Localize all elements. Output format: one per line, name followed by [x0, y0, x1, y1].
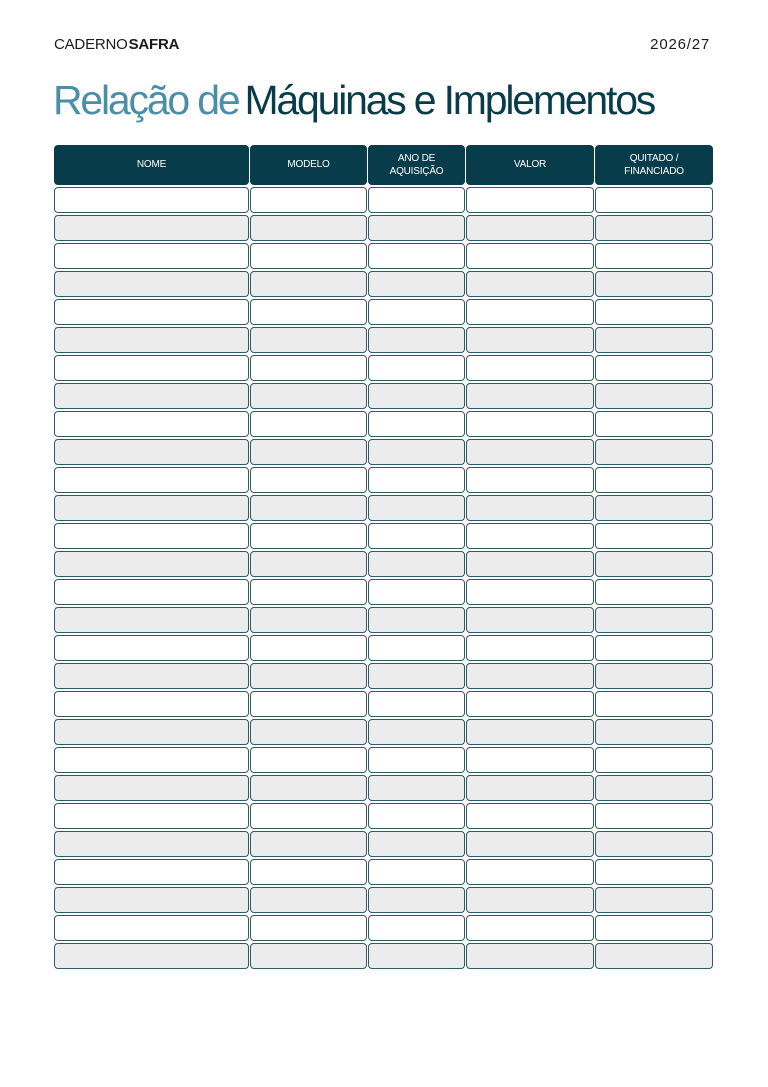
column-header-line: FINANCIADO [624, 166, 684, 177]
table-cell-quitado-financiado[interactable] [595, 523, 713, 549]
table-cell-quitado-financiado[interactable] [595, 271, 713, 297]
table-cell-nome[interactable] [54, 551, 249, 577]
table-cell-modelo[interactable] [250, 327, 367, 353]
table-cell-modelo[interactable] [250, 859, 367, 885]
table-cell-nome[interactable] [54, 719, 249, 745]
table-cell-nome[interactable] [54, 355, 249, 381]
table-cell-modelo[interactable] [250, 775, 367, 801]
table-cell-quitado-financiado[interactable] [595, 803, 713, 829]
table-cell-quitado-financiado[interactable] [595, 607, 713, 633]
table-cell-quitado-financiado[interactable] [595, 355, 713, 381]
table-cell-ano-aquisicao[interactable] [368, 887, 465, 913]
table-cell-ano-aquisicao[interactable] [368, 523, 465, 549]
table-cell-ano-aquisicao[interactable] [368, 719, 465, 745]
table-cell-ano-aquisicao[interactable] [368, 439, 465, 465]
table-cell-modelo[interactable] [250, 215, 367, 241]
table-cell-modelo[interactable] [250, 411, 367, 437]
table-cell-modelo[interactable] [250, 747, 367, 773]
table-cell-ano-aquisicao[interactable] [368, 579, 465, 605]
table-cell-quitado-financiado[interactable] [595, 747, 713, 773]
table-cell-modelo[interactable] [250, 635, 367, 661]
page-title [53, 78, 654, 123]
machines-table [54, 145, 713, 969]
table-cell-valor[interactable] [466, 439, 594, 465]
table-cell-modelo[interactable] [250, 831, 367, 857]
table-cell-quitado-financiado[interactable] [595, 859, 713, 885]
table-cell-quitado-financiado[interactable] [595, 551, 713, 577]
table-cell-quitado-financiado[interactable] [595, 299, 713, 325]
table-cell-modelo[interactable] [250, 803, 367, 829]
table-cell-ano-aquisicao[interactable] [368, 607, 465, 633]
table-cell-valor[interactable] [466, 243, 594, 269]
table-cell-modelo[interactable] [250, 551, 367, 577]
table-cell-valor[interactable] [466, 411, 594, 437]
table-cell-nome[interactable] [54, 663, 249, 689]
table-cell-nome[interactable] [54, 467, 249, 493]
season-year: 2026/27 [650, 36, 710, 53]
table-cell-valor[interactable] [466, 691, 594, 717]
column-header-line: ANO DE [397, 152, 436, 164]
table-cell-valor[interactable] [466, 327, 594, 353]
table-cell-modelo[interactable] [250, 467, 367, 493]
table-cell-quitado-financiado[interactable] [595, 915, 713, 941]
column-header-line: QUITADO / [629, 152, 679, 164]
table-cell-valor[interactable] [466, 187, 594, 213]
table-cell-nome[interactable] [54, 215, 249, 241]
table-cell-valor[interactable] [466, 383, 594, 409]
table-cell-modelo[interactable] [250, 607, 367, 633]
table-cell-modelo[interactable] [250, 663, 367, 689]
table-cell-ano-aquisicao[interactable] [368, 467, 465, 493]
table-cell-ano-aquisicao[interactable] [368, 243, 465, 269]
brand-label [54, 36, 179, 53]
table-cell-modelo[interactable] [250, 383, 367, 409]
table-cell-ano-aquisicao[interactable] [368, 271, 465, 297]
table-cell-modelo[interactable] [250, 887, 367, 913]
table-cell-valor[interactable] [466, 887, 594, 913]
table-cell-quitado-financiado[interactable] [595, 887, 713, 913]
table-cell-valor[interactable] [466, 271, 594, 297]
table-cell-nome[interactable] [54, 747, 249, 773]
table-cell-ano-aquisicao[interactable] [368, 943, 465, 969]
table-cell-quitado-financiado[interactable] [595, 775, 713, 801]
table-cell-nome[interactable] [54, 831, 249, 857]
table-cell-valor[interactable] [466, 579, 594, 605]
brand-label-part2: SAFRA [128, 36, 180, 53]
table-cell-valor[interactable] [466, 663, 594, 689]
table-cell-ano-aquisicao[interactable] [368, 299, 465, 325]
table-cell-valor[interactable] [466, 607, 594, 633]
column-header-line: AQUISIÇÃO [389, 166, 444, 177]
table-cell-modelo[interactable] [250, 299, 367, 325]
table-cell-quitado-financiado[interactable] [595, 943, 713, 969]
table-cell-ano-aquisicao[interactable] [368, 551, 465, 577]
table-cell-nome[interactable] [54, 327, 249, 353]
table-cell-valor[interactable] [466, 551, 594, 577]
table-cell-nome[interactable] [54, 859, 249, 885]
table-cell-valor[interactable] [466, 215, 594, 241]
table-cell-ano-aquisicao[interactable] [368, 327, 465, 353]
table-cell-nome[interactable] [54, 495, 249, 521]
column-header-ano-aquisicao [368, 145, 465, 185]
column-header-line: VALOR [513, 159, 547, 171]
table-cell-modelo[interactable] [250, 719, 367, 745]
table-cell-ano-aquisicao[interactable] [368, 747, 465, 773]
table-cell-quitado-financiado[interactable] [595, 383, 713, 409]
table-cell-nome[interactable] [54, 243, 249, 269]
table-cell-ano-aquisicao[interactable] [368, 803, 465, 829]
table-cell-valor[interactable] [466, 831, 594, 857]
column-header-line: MODELO [287, 159, 330, 171]
table-cell-nome[interactable] [54, 887, 249, 913]
table-cell-quitado-financiado[interactable] [595, 495, 713, 521]
table-cell-nome[interactable] [54, 915, 249, 941]
table-cell-nome[interactable] [54, 691, 249, 717]
table-cell-modelo[interactable] [250, 691, 367, 717]
table-cell-ano-aquisicao[interactable] [368, 831, 465, 857]
table-cell-quitado-financiado[interactable] [595, 187, 713, 213]
table-cell-nome[interactable] [54, 579, 249, 605]
table-cell-modelo[interactable] [250, 187, 367, 213]
table-cell-nome[interactable] [54, 383, 249, 409]
column-header-line: NOME [136, 159, 167, 171]
table-cell-nome[interactable] [54, 943, 249, 969]
table-cell-ano-aquisicao[interactable] [368, 775, 465, 801]
table-cell-quitado-financiado[interactable] [595, 579, 713, 605]
page-title-part2: Máquinas e Implementos [244, 77, 655, 123]
table-cell-valor[interactable] [466, 467, 594, 493]
column-header-nome [54, 145, 249, 185]
table-cell-valor[interactable] [466, 859, 594, 885]
table-cell-nome[interactable] [54, 411, 249, 437]
table-cell-modelo[interactable] [250, 271, 367, 297]
table-cell-modelo[interactable] [250, 243, 367, 269]
table-cell-ano-aquisicao[interactable] [368, 215, 465, 241]
table-cell-ano-aquisicao[interactable] [368, 915, 465, 941]
table-cell-modelo[interactable] [250, 943, 367, 969]
table-cell-modelo[interactable] [250, 439, 367, 465]
brand-label-part1: CADERNO [54, 36, 128, 53]
table-cell-quitado-financiado[interactable] [595, 831, 713, 857]
table-cell-ano-aquisicao[interactable] [368, 691, 465, 717]
page-title-part1: Relação de [53, 77, 239, 123]
table-cell-quitado-financiado[interactable] [595, 691, 713, 717]
table-cell-modelo[interactable] [250, 495, 367, 521]
table-cell-ano-aquisicao[interactable] [368, 859, 465, 885]
table-cell-nome[interactable] [54, 803, 249, 829]
table-cell-modelo[interactable] [250, 915, 367, 941]
table-cell-nome[interactable] [54, 439, 249, 465]
table-cell-ano-aquisicao[interactable] [368, 635, 465, 661]
table-cell-valor[interactable] [466, 299, 594, 325]
table-cell-quitado-financiado[interactable] [595, 635, 713, 661]
column-header-modelo [250, 145, 367, 185]
table-cell-valor[interactable] [466, 803, 594, 829]
table-cell-valor[interactable] [466, 915, 594, 941]
table-cell-quitado-financiado[interactable] [595, 467, 713, 493]
table-cell-nome[interactable] [54, 523, 249, 549]
table-cell-quitado-financiado[interactable] [595, 719, 713, 745]
table-cell-nome[interactable] [54, 775, 249, 801]
table-cell-quitado-financiado[interactable] [595, 411, 713, 437]
table-cell-ano-aquisicao[interactable] [368, 355, 465, 381]
table-cell-modelo[interactable] [250, 523, 367, 549]
table-cell-ano-aquisicao[interactable] [368, 383, 465, 409]
table-cell-nome[interactable] [54, 635, 249, 661]
table-cell-nome[interactable] [54, 299, 249, 325]
table-cell-valor[interactable] [466, 495, 594, 521]
table-cell-valor[interactable] [466, 747, 594, 773]
table-cell-valor[interactable] [466, 775, 594, 801]
table-cell-valor[interactable] [466, 719, 594, 745]
table-cell-modelo[interactable] [250, 579, 367, 605]
table-cell-ano-aquisicao[interactable] [368, 411, 465, 437]
table-cell-modelo[interactable] [250, 355, 367, 381]
table-cell-nome[interactable] [54, 271, 249, 297]
table-cell-ano-aquisicao[interactable] [368, 663, 465, 689]
table-cell-ano-aquisicao[interactable] [368, 495, 465, 521]
table-cell-nome[interactable] [54, 187, 249, 213]
column-header-quitado-financiado [595, 145, 713, 185]
table-cell-valor[interactable] [466, 635, 594, 661]
table-cell-valor[interactable] [466, 355, 594, 381]
table-cell-quitado-financiado[interactable] [595, 327, 713, 353]
table-cell-quitado-financiado[interactable] [595, 243, 713, 269]
table-cell-valor[interactable] [466, 523, 594, 549]
table-cell-ano-aquisicao[interactable] [368, 187, 465, 213]
table-cell-valor[interactable] [466, 943, 594, 969]
table-cell-nome[interactable] [54, 607, 249, 633]
table-cell-quitado-financiado[interactable] [595, 663, 713, 689]
column-header-valor [466, 145, 594, 185]
table-cell-quitado-financiado[interactable] [595, 215, 713, 241]
table-cell-quitado-financiado[interactable] [595, 439, 713, 465]
